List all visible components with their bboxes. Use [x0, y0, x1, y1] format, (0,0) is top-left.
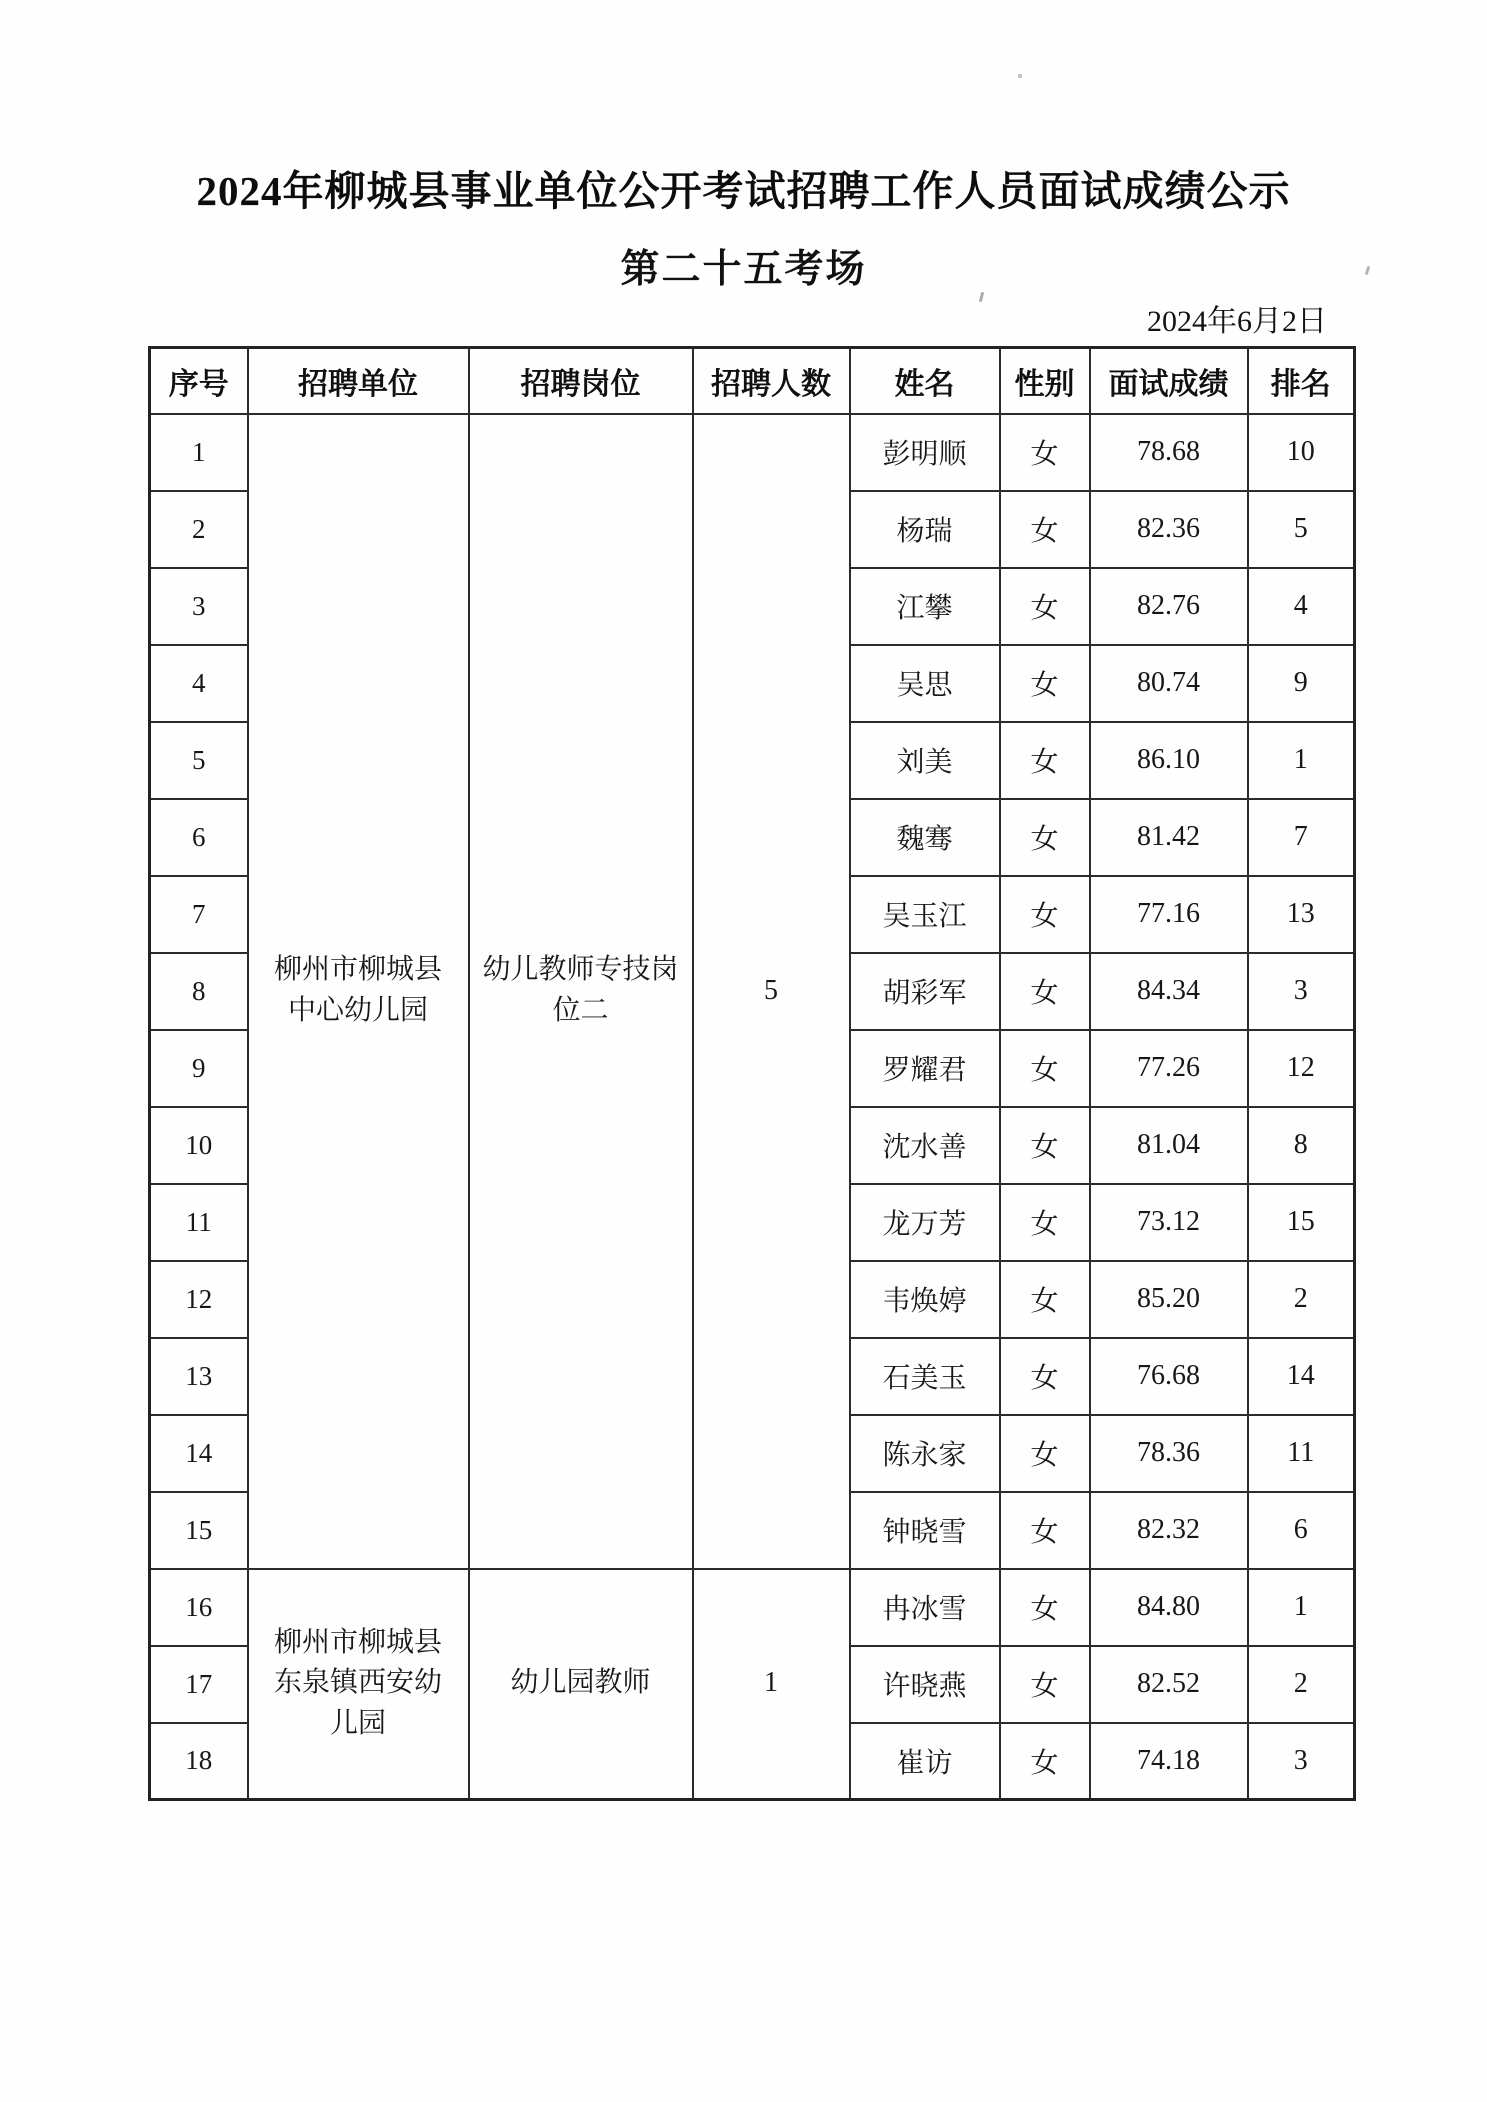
table-header-row [150, 348, 1355, 414]
rank-cell: 7 [1248, 799, 1355, 876]
rank-cell: 4 [1248, 568, 1355, 645]
candidate-name-cell: 彭明顺 [850, 414, 1000, 491]
interview-score-cell: 84.80 [1090, 1569, 1248, 1646]
rank-cell: 5 [1248, 491, 1355, 568]
serial-number-cell: 1 [150, 414, 248, 491]
scan-artifact [1018, 74, 1022, 78]
column-header-3: 招聘人数 [693, 348, 850, 414]
serial-number-cell: 2 [150, 491, 248, 568]
candidate-name-cell: 沈水善 [850, 1107, 1000, 1184]
interview-score-cell: 76.68 [1090, 1338, 1248, 1415]
rank-cell: 1 [1248, 722, 1355, 799]
gender-cell: 女 [1000, 1569, 1090, 1646]
serial-number-cell: 17 [150, 1646, 248, 1723]
interview-score-cell: 73.12 [1090, 1184, 1248, 1261]
page-title: 2024年柳城县事业单位公开考试招聘工作人员面试成绩公示 [196, 168, 1291, 214]
candidate-name-cell: 罗耀君 [850, 1030, 1000, 1107]
rank-cell: 10 [1248, 414, 1355, 491]
serial-number-cell: 4 [150, 645, 248, 722]
column-header-4: 姓名 [850, 348, 1000, 414]
serial-number-cell: 5 [150, 722, 248, 799]
rank-cell: 3 [1248, 953, 1355, 1030]
gender-cell: 女 [1000, 722, 1090, 799]
serial-number-cell: 12 [150, 1261, 248, 1338]
column-header-6: 面试成绩 [1090, 348, 1248, 414]
candidate-name-cell: 冉冰雪 [850, 1569, 1000, 1646]
column-header-0: 序号 [150, 348, 248, 414]
candidate-name-cell: 吴玉江 [850, 876, 1000, 953]
gender-cell: 女 [1000, 1184, 1090, 1261]
serial-number-cell: 16 [150, 1569, 248, 1646]
recruiting-unit-cell: 柳州市柳城县东泉镇西安幼儿园 [248, 1569, 469, 1800]
serial-number-cell: 11 [150, 1184, 248, 1261]
interview-score-cell: 82.52 [1090, 1646, 1248, 1723]
interview-score-cell: 84.34 [1090, 953, 1248, 1030]
interview-score-cell: 82.76 [1090, 568, 1248, 645]
recruiting-position-cell: 幼儿园教师 [469, 1569, 693, 1800]
candidate-name-cell: 龙万芳 [850, 1184, 1000, 1261]
gender-cell: 女 [1000, 953, 1090, 1030]
interview-score-cell: 74.18 [1090, 1723, 1248, 1800]
rank-cell: 15 [1248, 1184, 1355, 1261]
candidate-name-cell: 钟晓雪 [850, 1492, 1000, 1569]
gender-cell: 女 [1000, 1261, 1090, 1338]
rank-cell: 6 [1248, 1492, 1355, 1569]
candidate-name-cell: 胡彩军 [850, 953, 1000, 1030]
candidate-name-cell: 陈永家 [850, 1415, 1000, 1492]
interview-score-cell: 86.10 [1090, 722, 1248, 799]
gender-cell: 女 [1000, 491, 1090, 568]
gender-cell: 女 [1000, 1338, 1090, 1415]
table-row [150, 1569, 1355, 1646]
serial-number-cell: 15 [150, 1492, 248, 1569]
gender-cell: 女 [1000, 568, 1090, 645]
candidate-name-cell: 石美玉 [850, 1338, 1000, 1415]
gender-cell: 女 [1000, 1030, 1090, 1107]
rank-cell: 2 [1248, 1261, 1355, 1338]
serial-number-cell: 14 [150, 1415, 248, 1492]
serial-number-cell: 9 [150, 1030, 248, 1107]
interview-scores-table [148, 346, 1356, 1801]
rank-cell: 13 [1248, 876, 1355, 953]
serial-number-cell: 3 [150, 568, 248, 645]
serial-number-cell: 6 [150, 799, 248, 876]
column-header-7: 排名 [1248, 348, 1355, 414]
rank-cell: 3 [1248, 1723, 1355, 1800]
interview-score-cell: 78.68 [1090, 414, 1248, 491]
candidate-name-cell: 许晓燕 [850, 1646, 1000, 1723]
gender-cell: 女 [1000, 1107, 1090, 1184]
column-header-1: 招聘单位 [248, 348, 469, 414]
candidate-name-cell: 江攀 [850, 568, 1000, 645]
recruiting-count-cell: 5 [693, 414, 850, 1569]
rank-cell: 11 [1248, 1415, 1355, 1492]
gender-cell: 女 [1000, 799, 1090, 876]
gender-cell: 女 [1000, 1723, 1090, 1800]
rank-cell: 8 [1248, 1107, 1355, 1184]
gender-cell: 女 [1000, 876, 1090, 953]
candidate-name-cell: 刘美 [850, 722, 1000, 799]
table-row [150, 414, 1355, 491]
candidate-name-cell: 韦焕婷 [850, 1261, 1000, 1338]
rank-cell: 1 [1248, 1569, 1355, 1646]
recruiting-position-cell: 幼儿教师专技岗位二 [469, 414, 693, 1569]
rank-cell: 9 [1248, 645, 1355, 722]
candidate-name-cell: 吴思 [850, 645, 1000, 722]
serial-number-cell: 18 [150, 1723, 248, 1800]
candidate-name-cell: 魏骞 [850, 799, 1000, 876]
gender-cell: 女 [1000, 414, 1090, 491]
column-header-2: 招聘岗位 [469, 348, 693, 414]
candidate-name-cell: 杨瑞 [850, 491, 1000, 568]
scan-artifact [979, 292, 984, 302]
interview-score-cell: 85.20 [1090, 1261, 1248, 1338]
serial-number-cell: 13 [150, 1338, 248, 1415]
page-subtitle: 第二十五考场 [620, 248, 867, 291]
rank-cell: 12 [1248, 1030, 1355, 1107]
interview-score-cell: 77.26 [1090, 1030, 1248, 1107]
candidate-name-cell: 崔访 [850, 1723, 1000, 1800]
interview-score-cell: 77.16 [1090, 876, 1248, 953]
recruiting-unit-cell: 柳州市柳城县中心幼儿园 [248, 414, 469, 1569]
gender-cell: 女 [1000, 645, 1090, 722]
recruiting-count-cell: 1 [693, 1569, 850, 1800]
interview-score-cell: 78.36 [1090, 1415, 1248, 1492]
gender-cell: 女 [1000, 1646, 1090, 1723]
gender-cell: 女 [1000, 1492, 1090, 1569]
interview-score-cell: 80.74 [1090, 645, 1248, 722]
serial-number-cell: 8 [150, 953, 248, 1030]
serial-number-cell: 7 [150, 876, 248, 953]
interview-score-cell: 82.36 [1090, 491, 1248, 568]
rank-cell: 14 [1248, 1338, 1355, 1415]
rank-cell: 2 [1248, 1646, 1355, 1723]
serial-number-cell: 10 [150, 1107, 248, 1184]
interview-score-cell: 82.32 [1090, 1492, 1248, 1569]
date-label: 2024年6月2日 [1147, 305, 1327, 338]
interview-score-cell: 81.42 [1090, 799, 1248, 876]
column-header-5: 性别 [1000, 348, 1090, 414]
interview-score-cell: 81.04 [1090, 1107, 1248, 1184]
gender-cell: 女 [1000, 1415, 1090, 1492]
